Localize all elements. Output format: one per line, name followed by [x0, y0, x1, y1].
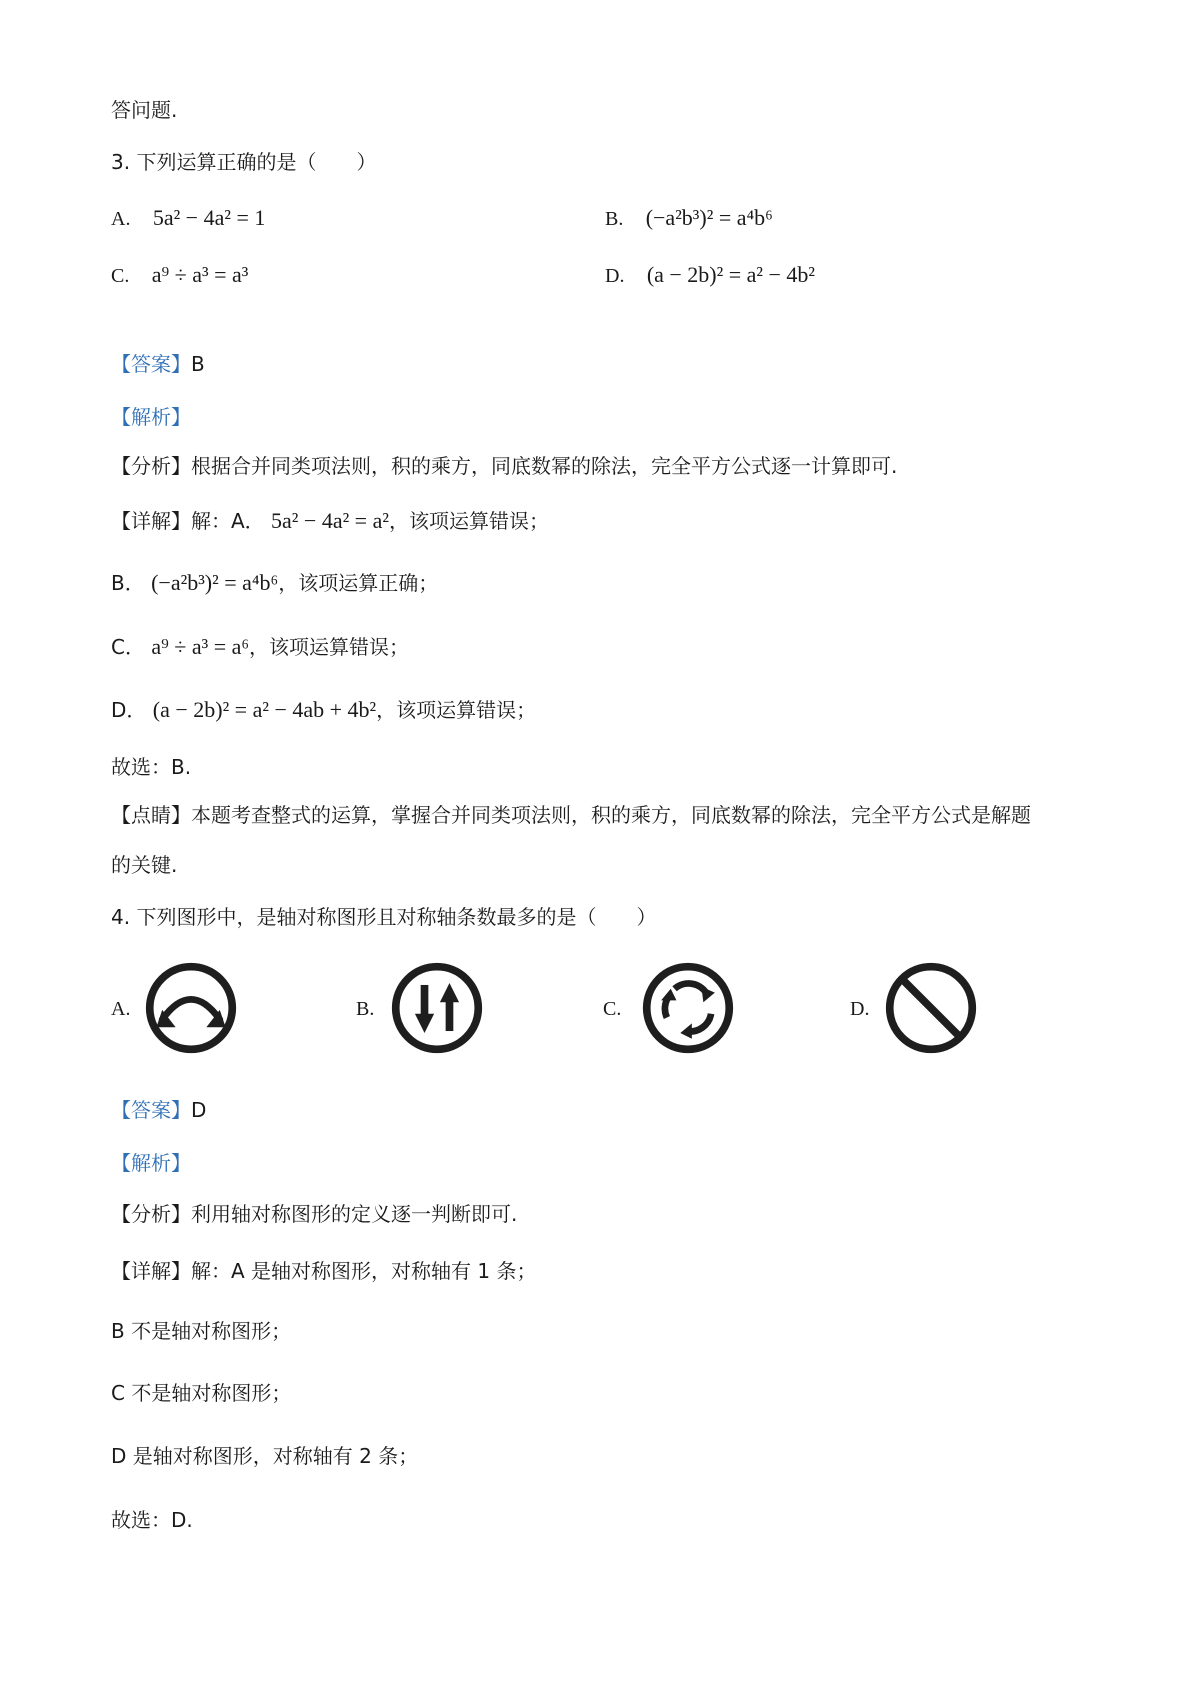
q4-option-b-label: B. — [356, 998, 375, 1020]
detail-prefix: 【详解】解：A． — [111, 509, 265, 533]
q4-option-d-label: D. — [850, 998, 870, 1020]
q3-dianjing-line-1: 【点睛】本题考查整式的运算，掌握合并同类项法则，积的乘方，同底数幂的除法，完全平方公式是解题 — [111, 803, 1031, 827]
answer-value: D — [191, 1098, 207, 1122]
q3-answer — [111, 351, 205, 377]
option-label: C. — [111, 265, 130, 287]
q3-dianjing-line-2: 的关键. — [111, 853, 178, 877]
q3-option-b — [605, 205, 773, 232]
answer-tag: 【答案】 — [111, 1098, 191, 1122]
option-label: A. — [111, 208, 131, 230]
question-3-stem: 3. 下列运算正确的是（ ） — [111, 150, 377, 174]
answer-value: B — [191, 352, 205, 376]
step-expression: (−a²b³)² = a⁴b⁶ — [151, 570, 279, 595]
q3-option-c — [111, 262, 248, 289]
two-way-traffic-sign-icon — [389, 960, 485, 1056]
option-label: B. — [605, 208, 624, 230]
step-note: ，该项运算错误； — [376, 698, 537, 722]
step-note: ，该项运算错误； — [388, 509, 549, 533]
question-4-stem: 4. 下列图形中，是轴对称图形且对称轴条数最多的是（ ） — [111, 905, 657, 929]
q4-analysis-fenxi: 【分析】利用轴对称图形的定义逐一判断即可. — [111, 1202, 518, 1226]
q3-analysis-fenxi: 【分析】根据合并同类项法则，积的乘方，同底数幂的除法，完全平方公式逐一计算即可. — [111, 454, 898, 478]
no-entry-slash-sign-icon — [883, 960, 979, 1056]
step-label: C． — [111, 635, 145, 659]
roundabout-sign-icon — [640, 960, 736, 1056]
q4-choice: 故选：D. — [111, 1508, 193, 1532]
q4-detail-d: D 是轴对称图形，对称轴有 2 条； — [111, 1444, 419, 1468]
continued-text: 答问题. — [111, 98, 178, 122]
q3-detail-step-b — [111, 570, 438, 596]
q4-answer — [111, 1097, 206, 1123]
q3-analysis-tag: 【解析】 — [111, 405, 191, 429]
step-expression: a⁹ ÷ a³ = a⁶ — [151, 634, 250, 659]
q4-detail-b: B 不是轴对称图形； — [111, 1319, 292, 1343]
step-expression: 5a² − 4a² = a² — [271, 508, 389, 533]
q3-option-d — [605, 262, 815, 289]
step-label: B． — [111, 571, 145, 595]
q3-detail-step-a — [111, 508, 549, 534]
step-expression: (a − 2b)² = a² − 4ab + 4b² — [152, 697, 377, 722]
q3-option-a — [111, 205, 265, 232]
diverging-arrows-sign-icon — [143, 960, 239, 1056]
q4-option-a-label: A. — [111, 998, 131, 1020]
option-expression: (−a²b³)² = a⁴b⁶ — [645, 205, 773, 230]
option-expression: (a − 2b)² = a² − 4b² — [646, 262, 816, 287]
option-label: D. — [605, 265, 625, 287]
answer-tag: 【答案】 — [111, 352, 191, 376]
option-expression: 5a² − 4a² = 1 — [152, 205, 266, 230]
q4-detail-a: 【详解】解：A 是轴对称图形，对称轴有 1 条； — [111, 1259, 537, 1283]
q4-detail-c: C 不是轴对称图形； — [111, 1381, 292, 1405]
step-label: D． — [111, 698, 147, 722]
step-note: ，该项运算正确； — [278, 571, 439, 595]
q3-detail-step-d — [111, 697, 536, 723]
option-expression: a⁹ ÷ a³ = a³ — [151, 262, 249, 287]
step-note: ，该项运算错误； — [249, 635, 410, 659]
q3-detail-step-c — [111, 634, 409, 660]
q4-option-c-label: C. — [603, 998, 622, 1020]
q3-choice: 故选：B. — [111, 755, 192, 779]
q4-analysis-tag: 【解析】 — [111, 1151, 191, 1175]
